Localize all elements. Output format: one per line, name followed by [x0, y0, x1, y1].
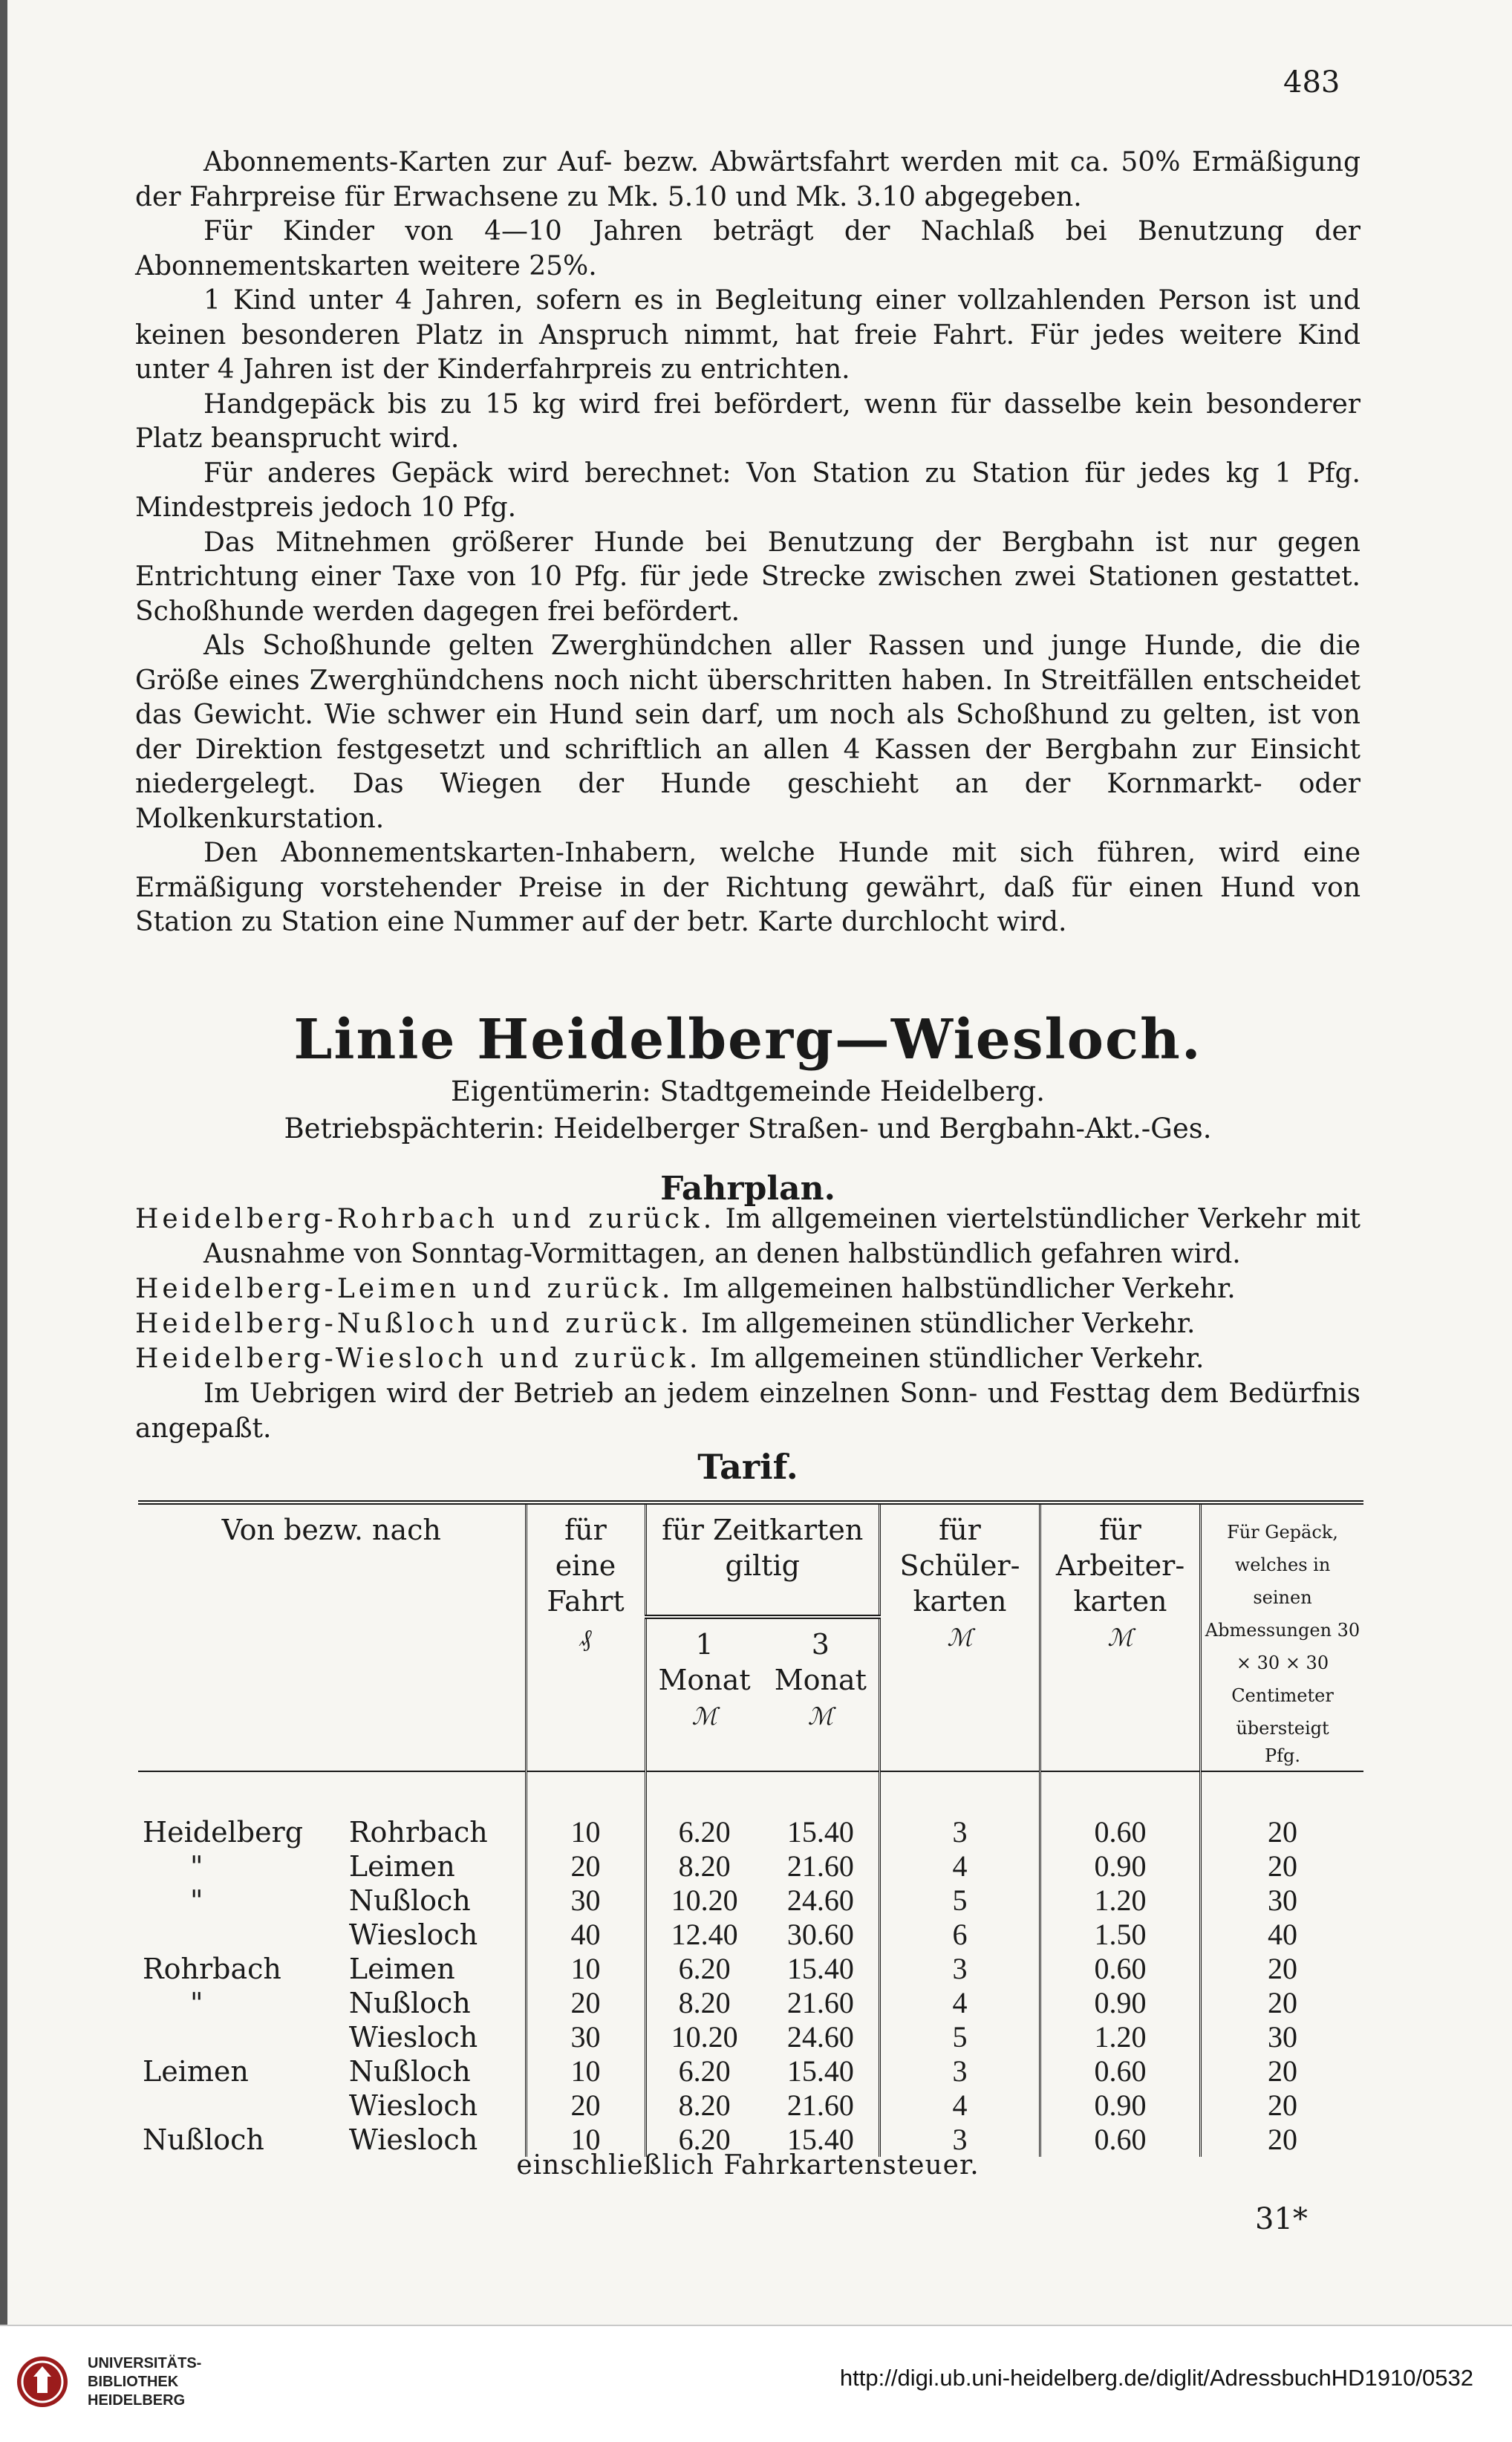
- cell-month3: 21.60: [786, 2088, 854, 2122]
- cell-single: 30: [526, 2020, 645, 2054]
- cell-luggage: 20: [1201, 1771, 1364, 1849]
- footer-bar: [0, 2325, 1512, 2442]
- tariff-table: [138, 1500, 1363, 2157]
- schedule-entry: [135, 1272, 1361, 1306]
- unit-luggage: Pfg.: [1264, 1745, 1301, 1766]
- cell-school: 3: [880, 2123, 1040, 2157]
- cell-luggage: 30: [1201, 2020, 1364, 2054]
- cell-single: 20: [526, 2088, 645, 2123]
- section-header: [135, 1006, 1361, 1210]
- cell-to: Wiesloch: [348, 2089, 478, 2122]
- cell-worker: 1.20: [1040, 1883, 1201, 1918]
- cell-school: 6: [880, 1918, 1040, 1952]
- library-logo-text: UNIVERSITÄTS- BIBLIOTHEK HEIDELBERG: [88, 2355, 202, 2409]
- cell-single: 10: [526, 1771, 645, 1849]
- unit-school: ℳ: [947, 1624, 973, 1652]
- cell-month3: 15.40: [786, 2123, 854, 2156]
- cell-month1: 8.20: [645, 1849, 763, 1883]
- cell-to: Leimen: [348, 1953, 455, 1985]
- cell-month3: 15.40: [786, 2054, 854, 2088]
- section-operator: Betriebspächterin: Heidelberger Straßen- und Bergbahn-Akt.-Ges.: [284, 1113, 1212, 1145]
- cell-month3: 21.60: [786, 1986, 854, 2019]
- cell-from: [138, 1918, 345, 1952]
- cell-month3: 15.40: [786, 1952, 854, 1985]
- cell-month1: 6.20: [645, 1771, 763, 1849]
- cell-worker: 1.50: [1040, 1918, 1201, 1952]
- header-school: für Schüler-karten ℳ: [880, 1502, 1040, 1771]
- paragraph: Für Kinder von 4—10 Jahren beträgt der Nachlaß bei Benutzung der Abonnementskarten weitere 25%.: [135, 216, 1361, 281]
- cell-school: 4: [880, 1986, 1040, 2020]
- tarif-heading: Tarif.: [697, 1447, 798, 1487]
- paragraph: Für anderes Gepäck wird berechnet: Von Station zu Station für jedes kg 1 Pfg. Mindestpreis jedoch 10 Pfg.: [135, 458, 1361, 523]
- header-route: Von bezw. nach: [138, 1502, 526, 1771]
- schedule-text: Im allgemeinen halbstündlicher Verkehr.: [682, 1274, 1236, 1304]
- cell-from: [138, 2088, 345, 2123]
- schedule-entry: [135, 1202, 1361, 1272]
- header-month3: 3 Monat ℳ: [763, 1617, 880, 1771]
- schedule-entry: [135, 1306, 1361, 1341]
- cell-worker: 0.90: [1040, 1986, 1201, 2020]
- table-row: [138, 1986, 1363, 2020]
- table-row: [138, 2054, 1363, 2088]
- source-link[interactable]: http://digi.ub.uni-heidelberg.de/diglit/AdressbuchHD1910/0532: [839, 2365, 1473, 2391]
- paragraph: Handgepäck bis zu 15 kg wird frei befördert, wenn für dasselbe kein besonderer Platz beansprucht wird.: [135, 388, 1361, 454]
- table-row: [138, 1952, 1363, 1986]
- cell-single: 30: [526, 1883, 645, 1918]
- header-worker: für Arbeiter-karten ℳ: [1040, 1502, 1201, 1771]
- unit-month1: ℳ: [691, 1702, 717, 1730]
- schedule-text: Im allgemeinen stündlicher Verkehr.: [700, 1309, 1196, 1339]
- header-single: für eine Fahrt ₰: [526, 1502, 645, 1771]
- paragraph: Als Schoßhunde gelten Zwerghündchen aller Rassen und junge Hunde, die die Größe eines Zwerghündchens noch nicht überschritten haben. In Streitfällen entscheidet das Gewicht. Wie schwer ein Hund sein darf, um noch als Schoßhund zu gelten, ist von der Direktion festgesetzt und schriftlich an allen 4 Kassen der Bergbahn zur Einsicht niedergelegt. Das Wiegen der Hunde geschieht an der Kornmarkt- oder Molkenkurstation.: [135, 631, 1361, 834]
- header-month1: 1 Monat ℳ: [645, 1617, 763, 1771]
- cell-to: Nußloch: [348, 1884, 471, 1917]
- unit-month3: ℳ: [807, 1702, 833, 1730]
- schedule-note: Im Uebrigen wird der Betrieb an jedem einzelnen Sonn- und Festtag dem Bedürfnis angepaßt.: [135, 1378, 1361, 1444]
- cell-from: Rohrbach: [143, 1953, 281, 1985]
- cell-single: 10: [526, 2054, 645, 2088]
- cell-month1: 10.20: [645, 2020, 763, 2054]
- cell-luggage: 20: [1201, 1952, 1364, 1986]
- cell-worker: 1.20: [1040, 2020, 1201, 2054]
- cell-worker: 0.60: [1040, 2123, 1201, 2157]
- table-row: [138, 2088, 1363, 2123]
- cell-school: 4: [880, 2088, 1040, 2123]
- cell-from: Leimen: [143, 2055, 249, 2088]
- cell-worker: 0.90: [1040, 1849, 1201, 1883]
- tariff-footnote: einschließlich Fahrkartensteuer.: [516, 2150, 980, 2181]
- cell-month3: 21.60: [786, 1849, 854, 1883]
- cell-to: Wiesloch: [348, 2021, 478, 2054]
- section-owner: Eigentümerin: Stadtgemeinde Heidelberg.: [450, 1075, 1046, 1107]
- cell-month3: 15.40: [786, 1815, 854, 1849]
- cell-worker: 0.60: [1040, 2054, 1201, 2088]
- cell-month3: 24.60: [786, 2020, 854, 2054]
- cell-month1: 8.20: [645, 2088, 763, 2123]
- schedule-text: Im allgemeinen stündlicher Verkehr.: [709, 1344, 1205, 1374]
- cell-from: ": [190, 1884, 203, 1917]
- cell-to: Nußloch: [348, 1987, 471, 2019]
- cell-month1: 6.20: [645, 1952, 763, 1986]
- table-row: [138, 1918, 1363, 1952]
- paragraph: 1 Kind unter 4 Jahren, sofern es in Begleitung einer vollzahlenden Person ist und keinen besonderen Platz in Anspruch nimmt, hat freie Fahrt. Für jedes weitere Kind unter 4 Jahren ist der Kinderfahrpreis zu entrichten.: [135, 285, 1361, 385]
- paragraph: Den Abonnementskarten-Inhabern, welche Hunde mit sich führen, wird eine Ermäßigung vorstehender Preise in der Richtung gewährt, daß für einen Hund von Station zu Station eine Nummer auf der betr. Karte durchlocht wird.: [135, 838, 1361, 937]
- fahrplan-heading: Fahrplan.: [660, 1170, 835, 1208]
- unit-single: ₰: [579, 1624, 592, 1652]
- page-number: 483: [1283, 65, 1340, 100]
- cell-worker: 0.90: [1040, 2088, 1201, 2123]
- cell-luggage: 20: [1201, 2088, 1364, 2123]
- schedule-route: Heidelberg-Wiesloch und zurück.: [135, 1344, 702, 1374]
- signature-mark: 31*: [1255, 2202, 1308, 2236]
- table-row: [138, 1849, 1363, 1883]
- cell-luggage: 20: [1201, 1849, 1364, 1883]
- cell-luggage: 20: [1201, 2054, 1364, 2088]
- cell-month1: 10.20: [645, 1883, 763, 1918]
- paragraph: Abonnements-Karten zur Auf- bezw. Abwärtsfahrt werden mit ca. 50% Ermäßigung der Fahrpreise für Erwachsene zu Mk. 5.10 und Mk. 3.10 abgegeben.: [135, 147, 1361, 212]
- cell-month3: 30.60: [786, 1918, 854, 1951]
- table-row: [138, 2020, 1363, 2054]
- cell-to: Wiesloch: [348, 2123, 478, 2156]
- cell-to: Rohrbach: [348, 1816, 488, 1849]
- schedule-text: Im allgemeinen viertelstündlicher Verkehr mit Ausnahme von Sonntag-Vormittagen, an denen halbstündlich gefahren wird.: [203, 1204, 1361, 1269]
- cell-single: 10: [526, 1952, 645, 1986]
- cell-from: ": [190, 1850, 203, 1883]
- cell-month1: 8.20: [645, 1986, 763, 2020]
- cell-school: 4: [880, 1849, 1040, 1883]
- cell-from: Heidelberg: [143, 1816, 304, 1849]
- cell-luggage: 20: [1201, 1986, 1364, 2020]
- schedule-route: Heidelberg-Leimen und zurück.: [135, 1274, 674, 1304]
- cell-from: ": [190, 1987, 203, 2019]
- cell-to: Leimen: [348, 1850, 455, 1883]
- cell-single: 20: [526, 1849, 645, 1883]
- cell-from: Nußloch: [143, 2123, 264, 2156]
- section-title: Linie Heidelberg—Wiesloch.: [293, 1008, 1202, 1072]
- cell-month1: 12.40: [645, 1918, 763, 1952]
- cell-from: [138, 2020, 345, 2054]
- header-luggage: Für Gepäck, welches in seinen Abmessungen 30 × 30 × 30 Centimeter übersteigt Pfg.: [1201, 1502, 1364, 1771]
- schedule: [135, 1202, 1361, 1446]
- header-time-cards: für Zeitkarten giltig: [645, 1502, 880, 1617]
- cell-month1: 6.20: [645, 2054, 763, 2088]
- cell-single: 10: [526, 2123, 645, 2157]
- schedule-entry: [135, 1341, 1361, 1376]
- cell-luggage: 20: [1201, 2123, 1364, 2157]
- cell-single: 40: [526, 1918, 645, 1952]
- cell-school: 5: [880, 2020, 1040, 2054]
- table-row: [138, 1771, 1363, 1849]
- cell-single: 20: [526, 1986, 645, 2020]
- page-edge: [0, 0, 7, 2325]
- cell-luggage: 30: [1201, 1883, 1364, 1918]
- cell-worker: 0.60: [1040, 1771, 1201, 1849]
- cell-school: 3: [880, 2054, 1040, 2088]
- cell-to: Nußloch: [348, 2055, 471, 2088]
- cell-school: 3: [880, 1952, 1040, 1986]
- university-seal-icon: [15, 2354, 70, 2409]
- cell-school: 3: [880, 1771, 1040, 1849]
- schedule-route: Heidelberg-Rohrbach und zurück.: [135, 1204, 716, 1234]
- cell-luggage: 40: [1201, 1918, 1364, 1952]
- cell-to: Wiesloch: [348, 1918, 478, 1951]
- paragraph: Das Mitnehmen größerer Hunde bei Benutzung der Bergbahn ist nur gegen Entrichtung einer Taxe von 10 Pfg. für jede Strecke zwischen zwei Stationen gestattet. Schoßhunde werden dagegen frei befördert.: [135, 527, 1361, 627]
- unit-worker: ℳ: [1107, 1624, 1133, 1652]
- schedule-route: Heidelberg-Nußloch und zurück.: [135, 1309, 693, 1339]
- cell-month3: 24.60: [786, 1883, 854, 1917]
- cell-school: 5: [880, 1883, 1040, 1918]
- cell-worker: 0.60: [1040, 1952, 1201, 1986]
- body-text: [135, 146, 1361, 940]
- table-row: [138, 1883, 1363, 1918]
- cell-month1: 6.20: [645, 2123, 763, 2157]
